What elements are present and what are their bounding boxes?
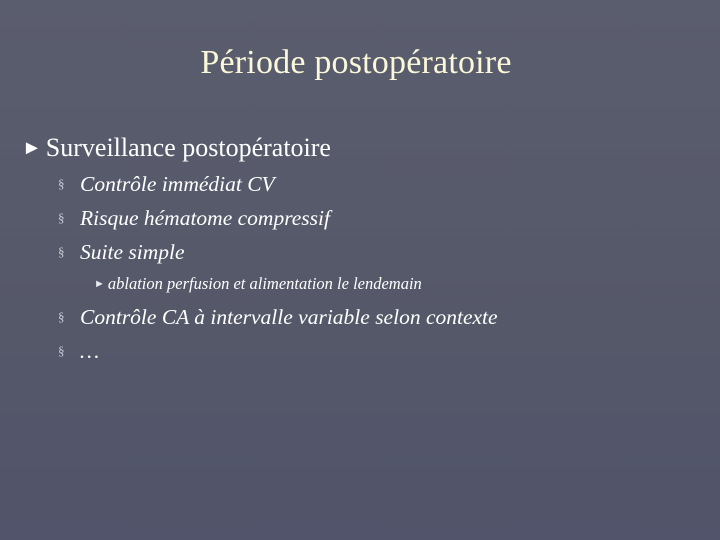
nested-bullet-text: ablation perfusion et alimentation le lendemain — [107, 274, 422, 293]
section-bullet-icon: § — [58, 309, 65, 324]
triangle-bullet-icon: ► — [94, 278, 105, 290]
section-bullet-icon: § — [58, 343, 65, 358]
sub-bullet — [58, 339, 99, 364]
section-bullet-icon: § — [58, 210, 65, 225]
nested-bullet — [94, 274, 422, 294]
triangle-bullet-icon: ► — [22, 137, 42, 159]
sub-bullet — [58, 305, 498, 330]
sub-bullet-text: Contrôle CA à intervalle variable selon contexte — [80, 305, 498, 329]
sub-bullet — [58, 206, 330, 231]
slide-title: Période postopératoire — [200, 44, 512, 81]
section-bullet-icon: § — [58, 176, 65, 191]
sub-bullet — [58, 240, 185, 265]
sub-bullet-text: … — [80, 339, 100, 363]
sub-bullet — [58, 172, 275, 197]
sub-bullet-text: Risque hématome compressif — [80, 206, 330, 230]
section-bullet-icon: § — [58, 244, 65, 259]
main-bullet — [22, 133, 331, 163]
sub-bullet-text: Suite simple — [80, 240, 185, 264]
sub-bullet-text: Contrôle immédiat CV — [80, 172, 275, 196]
main-bullet-text: Surveillance postopératoire — [45, 133, 331, 162]
